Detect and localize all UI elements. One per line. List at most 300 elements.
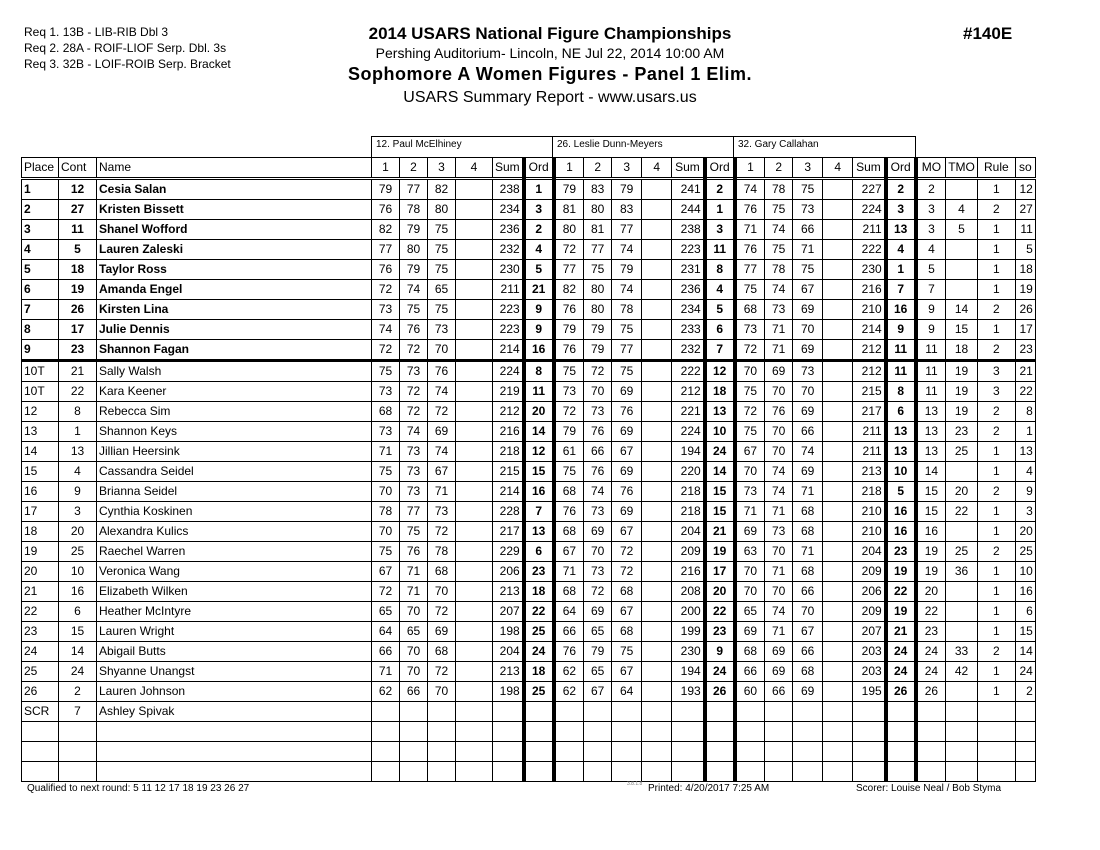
judge-3-sum: 210 bbox=[853, 522, 886, 542]
place-cell: 23 bbox=[22, 622, 59, 642]
judge-3-ordinal: 23 bbox=[886, 542, 916, 562]
judge-2-score-3: 78 bbox=[612, 300, 642, 320]
judge-1-score-4 bbox=[456, 642, 493, 662]
judge-3-score-1 bbox=[735, 742, 765, 762]
judge-3-score-2: 70 bbox=[765, 422, 793, 442]
judge-1-score-1: 73 bbox=[372, 422, 400, 442]
judge-1-ordinal: 20 bbox=[524, 402, 554, 422]
judge-2-score-1: 66 bbox=[554, 622, 584, 642]
requirement-3: Req 3. 32B - LOIF-ROIB Serp. Bracket bbox=[24, 57, 231, 71]
cont-cell: 11 bbox=[59, 220, 97, 240]
judge-3-score-3: 66 bbox=[793, 220, 823, 240]
cont-cell: 2 bbox=[59, 682, 97, 702]
venue-line: Pershing Auditorium- Lincoln, NE Jul 22, 2014 10:00 AM bbox=[375, 45, 725, 61]
judge-3-score-4 bbox=[823, 542, 853, 562]
judge-1-sum: 217 bbox=[493, 522, 524, 542]
judge-1-score-1: 72 bbox=[372, 280, 400, 300]
judge-1-score-4 bbox=[456, 260, 493, 280]
judge-3-score-3: 75 bbox=[793, 260, 823, 280]
skater-name: Elizabeth Wilken bbox=[97, 582, 372, 602]
so-cell bbox=[1015, 722, 1035, 742]
tmo-cell: 14 bbox=[946, 300, 978, 320]
place-cell: 18 bbox=[22, 522, 59, 542]
judge-1-score-3: 75 bbox=[428, 300, 456, 320]
col-j3-s2: 2 bbox=[765, 158, 793, 179]
rule-cell: 1 bbox=[977, 502, 1015, 522]
so-cell: 9 bbox=[1015, 482, 1035, 502]
judge-3-score-2: 71 bbox=[765, 320, 793, 340]
judge-2-score-1 bbox=[554, 742, 584, 762]
table-row bbox=[22, 762, 1036, 782]
judge-2-sum: 238 bbox=[672, 220, 705, 240]
so-cell: 1 bbox=[1015, 422, 1035, 442]
cont-cell bbox=[59, 762, 97, 782]
judge-2-score-4 bbox=[642, 361, 672, 382]
judge-3-score-3: 73 bbox=[793, 361, 823, 382]
judge-2-sum: 236 bbox=[672, 280, 705, 300]
col-mo: MO bbox=[916, 158, 946, 179]
skater-name: Alexandra Kulics bbox=[97, 522, 372, 542]
judge-3-ordinal: 24 bbox=[886, 662, 916, 682]
judge-1-score-3: 80 bbox=[428, 200, 456, 220]
rule-cell bbox=[977, 702, 1015, 722]
judge-2-score-4 bbox=[642, 179, 672, 200]
tmo-cell bbox=[946, 582, 978, 602]
judge-2-ordinal: 1 bbox=[705, 200, 735, 220]
judge-3-score-2: 74 bbox=[765, 220, 793, 240]
judge-1-score-1: 82 bbox=[372, 220, 400, 240]
judge-3-ordinal: 16 bbox=[886, 502, 916, 522]
rule-cell: 2 bbox=[977, 482, 1015, 502]
judge-1-score-2: 71 bbox=[400, 562, 428, 582]
col-name: Name bbox=[97, 158, 372, 179]
judge-2-ordinal: 15 bbox=[705, 482, 735, 502]
judge-1-ordinal: 16 bbox=[524, 340, 554, 361]
judge-1-header: 12. Paul McElhiney bbox=[371, 136, 553, 158]
judge-3-score-1: 75 bbox=[735, 280, 765, 300]
judge-2-score-3: 72 bbox=[612, 542, 642, 562]
judge-1-score-4 bbox=[456, 240, 493, 260]
judge-3-score-3: 71 bbox=[793, 240, 823, 260]
judge-2-score-1: 68 bbox=[554, 522, 584, 542]
judge-1-ordinal: 7 bbox=[524, 502, 554, 522]
so-cell: 5 bbox=[1015, 240, 1035, 260]
judge-3-ordinal bbox=[886, 722, 916, 742]
judge-3-score-2: 69 bbox=[765, 361, 793, 382]
judge-2-score-3: 77 bbox=[612, 220, 642, 240]
judge-3-score-3: 70 bbox=[793, 320, 823, 340]
judge-2-score-1: 62 bbox=[554, 662, 584, 682]
cont-cell: 3 bbox=[59, 502, 97, 522]
judge-2-score-2: 74 bbox=[584, 482, 612, 502]
judge-2-score-1: 81 bbox=[554, 200, 584, 220]
so-cell: 18 bbox=[1015, 260, 1035, 280]
judge-3-score-2: 75 bbox=[765, 240, 793, 260]
judge-1-score-3: 69 bbox=[428, 422, 456, 442]
judge-2-score-4 bbox=[642, 622, 672, 642]
skater-name bbox=[97, 722, 372, 742]
judge-1-score-2: 70 bbox=[400, 662, 428, 682]
table-row bbox=[22, 382, 1036, 402]
judge-1-score-3: 68 bbox=[428, 642, 456, 662]
rule-cell: 1 bbox=[977, 562, 1015, 582]
mo-cell: 3 bbox=[916, 220, 946, 240]
judge-3-score-4 bbox=[823, 260, 853, 280]
judge-3-sum: 227 bbox=[853, 179, 886, 200]
judge-2-score-1: 76 bbox=[554, 300, 584, 320]
judge-2-ordinal: 12 bbox=[705, 361, 735, 382]
judge-3-score-3: 75 bbox=[793, 179, 823, 200]
judge-1-score-2: 71 bbox=[400, 582, 428, 602]
skater-name: Kara Keener bbox=[97, 382, 372, 402]
judge-3-score-1: 71 bbox=[735, 502, 765, 522]
judge-2-score-4 bbox=[642, 320, 672, 340]
cont-cell: 20 bbox=[59, 522, 97, 542]
place-cell bbox=[22, 722, 59, 742]
place-cell: 25 bbox=[22, 662, 59, 682]
place-cell: 1 bbox=[22, 179, 59, 200]
judge-3-score-4 bbox=[823, 662, 853, 682]
judge-2-score-1: 79 bbox=[554, 179, 584, 200]
skater-name: Brianna Seidel bbox=[97, 482, 372, 502]
cont-cell: 19 bbox=[59, 280, 97, 300]
judge-1-score-1 bbox=[372, 702, 400, 722]
judge-3-score-2 bbox=[765, 702, 793, 722]
judge-3-score-3: 68 bbox=[793, 522, 823, 542]
judge-3-score-2: 69 bbox=[765, 642, 793, 662]
judge-1-score-2: 75 bbox=[400, 300, 428, 320]
judge-2-header: 26. Leslie Dunn-Meyers bbox=[552, 136, 734, 158]
judge-1-ordinal bbox=[524, 722, 554, 742]
judge-2-score-2: 79 bbox=[584, 320, 612, 340]
mo-cell: 20 bbox=[916, 582, 946, 602]
judge-2-score-1: 71 bbox=[554, 562, 584, 582]
col-j1-sum: Sum bbox=[493, 158, 524, 179]
judge-1-ordinal: 1 bbox=[524, 179, 554, 200]
judge-1-score-2: 70 bbox=[400, 642, 428, 662]
cont-cell: 8 bbox=[59, 402, 97, 422]
judge-2-sum: 200 bbox=[672, 602, 705, 622]
judge-3-sum bbox=[853, 762, 886, 782]
judge-1-score-4 bbox=[456, 522, 493, 542]
judge-3-score-3: 71 bbox=[793, 542, 823, 562]
judge-1-sum: 229 bbox=[493, 542, 524, 562]
judge-3-sum: 215 bbox=[853, 382, 886, 402]
judge-1-score-3: 68 bbox=[428, 562, 456, 582]
tmo-cell: 23 bbox=[946, 422, 978, 442]
so-cell: 12 bbox=[1015, 179, 1035, 200]
judge-1-score-3 bbox=[428, 722, 456, 742]
judge-3-score-1: 76 bbox=[735, 240, 765, 260]
judge-2-sum: 223 bbox=[672, 240, 705, 260]
skater-name: Lauren Johnson bbox=[97, 682, 372, 702]
rule-cell bbox=[977, 722, 1015, 742]
judge-3-score-1: 70 bbox=[735, 462, 765, 482]
judge-1-ordinal: 3 bbox=[524, 200, 554, 220]
judge-1-score-3: 69 bbox=[428, 622, 456, 642]
skater-name: Amanda Engel bbox=[97, 280, 372, 300]
judge-1-score-3: 70 bbox=[428, 682, 456, 702]
judge-2-score-1: 77 bbox=[554, 260, 584, 280]
judge-3-score-4 bbox=[823, 179, 853, 200]
judge-2-ordinal: 5 bbox=[705, 300, 735, 320]
skater-name: Shyanne Unangst bbox=[97, 662, 372, 682]
tmo-cell: 19 bbox=[946, 402, 978, 422]
tmo-cell: 19 bbox=[946, 382, 978, 402]
place-cell: 22 bbox=[22, 602, 59, 622]
judge-3-score-4 bbox=[823, 642, 853, 662]
judge-1-score-1: 72 bbox=[372, 340, 400, 361]
judge-1-score-2 bbox=[400, 722, 428, 742]
tmo-cell bbox=[946, 179, 978, 200]
judge-1-score-2: 66 bbox=[400, 682, 428, 702]
judge-3-ordinal: 2 bbox=[886, 179, 916, 200]
mo-cell bbox=[916, 722, 946, 742]
judge-1-score-2: 74 bbox=[400, 280, 428, 300]
judge-1-sum: 224 bbox=[493, 361, 524, 382]
judge-2-score-3: 77 bbox=[612, 340, 642, 361]
so-cell: 15 bbox=[1015, 622, 1035, 642]
judge-2-score-3: 79 bbox=[612, 260, 642, 280]
col-j3-s4: 4 bbox=[823, 158, 853, 179]
judge-2-score-2: 73 bbox=[584, 402, 612, 422]
skater-name: Ashley Spivak bbox=[97, 702, 372, 722]
judge-3-ordinal: 11 bbox=[886, 361, 916, 382]
judge-2-score-3: 75 bbox=[612, 320, 642, 340]
judge-3-score-4 bbox=[823, 742, 853, 762]
judge-3-score-3: 69 bbox=[793, 340, 823, 361]
tmo-cell: 25 bbox=[946, 542, 978, 562]
judge-1-score-4 bbox=[456, 502, 493, 522]
place-cell: 3 bbox=[22, 220, 59, 240]
judge-1-ordinal: 25 bbox=[524, 682, 554, 702]
judge-1-score-2: 77 bbox=[400, 502, 428, 522]
skater-name: Kirsten Lina bbox=[97, 300, 372, 320]
judge-1-score-1: 71 bbox=[372, 442, 400, 462]
judge-3-sum: 211 bbox=[853, 442, 886, 462]
cont-cell: 24 bbox=[59, 662, 97, 682]
judge-1-sum: 236 bbox=[493, 220, 524, 240]
cont-cell: 4 bbox=[59, 462, 97, 482]
judge-3-score-2: 76 bbox=[765, 402, 793, 422]
table-row bbox=[22, 340, 1036, 361]
judge-1-score-1: 78 bbox=[372, 502, 400, 522]
judge-2-score-4 bbox=[642, 522, 672, 542]
rule-cell: 1 bbox=[977, 682, 1015, 702]
judge-3-score-1: 63 bbox=[735, 542, 765, 562]
judge-3-score-2: 74 bbox=[765, 280, 793, 300]
table-row bbox=[22, 320, 1036, 340]
table-row bbox=[22, 200, 1036, 220]
judge-3-score-3: 68 bbox=[793, 562, 823, 582]
place-cell: 9 bbox=[22, 340, 59, 361]
place-cell: 24 bbox=[22, 642, 59, 662]
skater-name: Abigail Butts bbox=[97, 642, 372, 662]
rule-cell: 1 bbox=[977, 442, 1015, 462]
rule-cell: 2 bbox=[977, 642, 1015, 662]
judge-2-score-2: 80 bbox=[584, 200, 612, 220]
requirement-1: Req 1. 13B - LIB-RIB Dbl 3 bbox=[24, 25, 169, 39]
judge-3-ordinal: 8 bbox=[886, 382, 916, 402]
so-cell bbox=[1015, 762, 1035, 782]
mo-cell: 11 bbox=[916, 382, 946, 402]
judge-3-score-1: 68 bbox=[735, 642, 765, 662]
judge-1-score-3: 65 bbox=[428, 280, 456, 300]
table-row bbox=[22, 361, 1036, 382]
mo-cell: 13 bbox=[916, 402, 946, 422]
judge-2-score-3: 68 bbox=[612, 582, 642, 602]
judge-1-sum: 215 bbox=[493, 462, 524, 482]
judge-2-score-2: 80 bbox=[584, 300, 612, 320]
judge-2-score-3 bbox=[612, 762, 642, 782]
judge-2-score-4 bbox=[642, 240, 672, 260]
tmo-cell bbox=[946, 602, 978, 622]
judge-1-score-4 bbox=[456, 340, 493, 361]
judge-3-score-1: 75 bbox=[735, 382, 765, 402]
judge-2-ordinal: 21 bbox=[705, 522, 735, 542]
judge-3-ordinal: 3 bbox=[886, 200, 916, 220]
table-row bbox=[22, 502, 1036, 522]
judge-2-score-4 bbox=[642, 542, 672, 562]
judge-2-score-2: 73 bbox=[584, 502, 612, 522]
judge-3-score-3: 70 bbox=[793, 602, 823, 622]
judge-1-score-3: 73 bbox=[428, 320, 456, 340]
judge-3-score-4 bbox=[823, 422, 853, 442]
judge-2-score-1: 64 bbox=[554, 602, 584, 622]
place-cell: 6 bbox=[22, 280, 59, 300]
judge-1-score-4 bbox=[456, 702, 493, 722]
cont-cell: 22 bbox=[59, 382, 97, 402]
judge-1-score-1: 71 bbox=[372, 662, 400, 682]
judge-1-score-3: 76 bbox=[428, 361, 456, 382]
place-cell: 8 bbox=[22, 320, 59, 340]
judge-1-sum: 238 bbox=[493, 179, 524, 200]
mo-cell: 26 bbox=[916, 682, 946, 702]
judge-3-sum: 211 bbox=[853, 220, 886, 240]
judge-2-score-1 bbox=[554, 702, 584, 722]
judge-1-score-1: 73 bbox=[372, 300, 400, 320]
judge-3-score-2: 74 bbox=[765, 462, 793, 482]
judge-2-ordinal: 22 bbox=[705, 602, 735, 622]
cont-cell: 7 bbox=[59, 702, 97, 722]
judge-2-score-2: 70 bbox=[584, 542, 612, 562]
judge-2-score-2: 67 bbox=[584, 682, 612, 702]
skater-name bbox=[97, 762, 372, 782]
rule-cell bbox=[977, 742, 1015, 762]
judge-3-score-4 bbox=[823, 240, 853, 260]
skater-name: Rebecca Sim bbox=[97, 402, 372, 422]
judge-2-sum: 209 bbox=[672, 542, 705, 562]
so-cell: 21 bbox=[1015, 361, 1035, 382]
judge-1-score-4 bbox=[456, 382, 493, 402]
judge-1-score-3: 75 bbox=[428, 260, 456, 280]
judge-3-score-3: 68 bbox=[793, 502, 823, 522]
judge-2-score-4 bbox=[642, 722, 672, 742]
judge-2-score-4 bbox=[642, 260, 672, 280]
judge-3-sum: 212 bbox=[853, 361, 886, 382]
judge-1-sum: 230 bbox=[493, 260, 524, 280]
judge-3-ordinal: 13 bbox=[886, 422, 916, 442]
table-row bbox=[22, 482, 1036, 502]
judge-1-score-3: 70 bbox=[428, 582, 456, 602]
judge-3-score-4 bbox=[823, 220, 853, 240]
judge-3-sum: 209 bbox=[853, 562, 886, 582]
judge-2-ordinal: 18 bbox=[705, 382, 735, 402]
judge-3-ordinal bbox=[886, 742, 916, 762]
judge-3-score-2: 70 bbox=[765, 582, 793, 602]
mo-cell: 7 bbox=[916, 280, 946, 300]
judge-1-score-2 bbox=[400, 742, 428, 762]
version-stamp: 3.8.1.8 bbox=[627, 781, 643, 787]
judge-3-ordinal: 6 bbox=[886, 402, 916, 422]
so-cell: 19 bbox=[1015, 280, 1035, 300]
col-j2-s3: 3 bbox=[612, 158, 642, 179]
cont-cell: 9 bbox=[59, 482, 97, 502]
judge-1-score-4 bbox=[456, 200, 493, 220]
cont-cell: 13 bbox=[59, 442, 97, 462]
judge-3-ordinal: 7 bbox=[886, 280, 916, 300]
judge-1-score-1: 75 bbox=[372, 462, 400, 482]
place-cell: 20 bbox=[22, 562, 59, 582]
judge-2-score-3: 83 bbox=[612, 200, 642, 220]
judge-3-ordinal: 4 bbox=[886, 240, 916, 260]
judge-3-score-4 bbox=[823, 442, 853, 462]
skater-name: Shannon Keys bbox=[97, 422, 372, 442]
judge-2-ordinal: 2 bbox=[705, 179, 735, 200]
judge-2-score-2: 66 bbox=[584, 442, 612, 462]
tmo-cell: 20 bbox=[946, 482, 978, 502]
mo-cell: 15 bbox=[916, 482, 946, 502]
judge-2-sum: 224 bbox=[672, 422, 705, 442]
judge-2-sum: 218 bbox=[672, 502, 705, 522]
so-cell: 27 bbox=[1015, 200, 1035, 220]
judge-2-score-2: 69 bbox=[584, 522, 612, 542]
mo-cell: 9 bbox=[916, 320, 946, 340]
table-row bbox=[22, 402, 1036, 422]
judge-1-score-1: 67 bbox=[372, 562, 400, 582]
judge-2-score-3: 67 bbox=[612, 442, 642, 462]
mo-cell: 11 bbox=[916, 361, 946, 382]
judge-2-score-2 bbox=[584, 762, 612, 782]
judge-2-score-4 bbox=[642, 702, 672, 722]
judge-2-sum: 208 bbox=[672, 582, 705, 602]
mo-cell: 11 bbox=[916, 340, 946, 361]
judge-1-score-2 bbox=[400, 762, 428, 782]
so-cell bbox=[1015, 702, 1035, 722]
so-cell: 20 bbox=[1015, 522, 1035, 542]
judge-2-sum: 233 bbox=[672, 320, 705, 340]
judge-3-score-1: 69 bbox=[735, 622, 765, 642]
judge-2-score-1: 79 bbox=[554, 422, 584, 442]
place-cell bbox=[22, 762, 59, 782]
judge-1-sum: 214 bbox=[493, 482, 524, 502]
col-j3-sum: Sum bbox=[853, 158, 886, 179]
skater-name: Cynthia Koskinen bbox=[97, 502, 372, 522]
judge-3-sum bbox=[853, 702, 886, 722]
judge-2-score-1: 68 bbox=[554, 482, 584, 502]
judge-3-sum bbox=[853, 742, 886, 762]
judge-3-ordinal bbox=[886, 762, 916, 782]
so-cell: 14 bbox=[1015, 642, 1035, 662]
judge-3-sum: 214 bbox=[853, 320, 886, 340]
mo-cell: 13 bbox=[916, 422, 946, 442]
judge-1-score-3: 78 bbox=[428, 542, 456, 562]
judge-3-score-3: 69 bbox=[793, 682, 823, 702]
cont-cell: 6 bbox=[59, 602, 97, 622]
judge-2-score-1: 79 bbox=[554, 320, 584, 340]
judge-3-score-4 bbox=[823, 320, 853, 340]
cont-cell: 16 bbox=[59, 582, 97, 602]
